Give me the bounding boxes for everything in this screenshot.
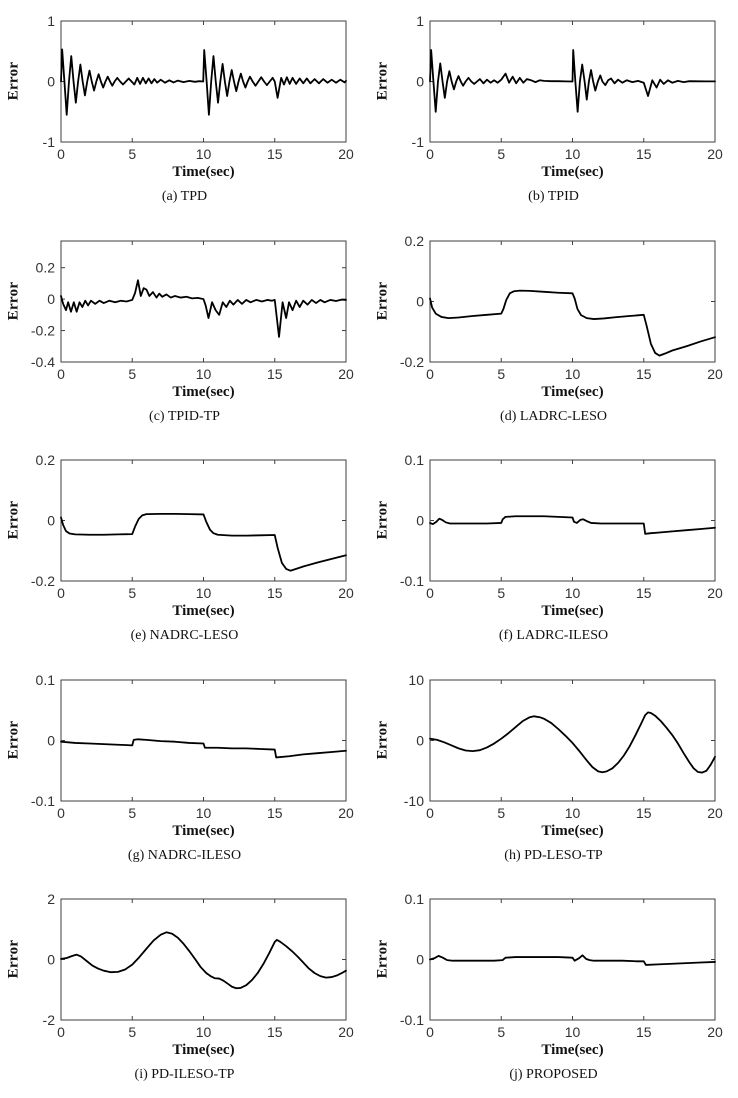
svg-text:0: 0 [57,1024,65,1041]
subplot-a-tpd [0,0,369,220]
svg-text:-1: -1 [411,134,424,150]
x-axis-label: Time(sec) [172,164,235,180]
svg-text:10: 10 [564,365,581,382]
subplot-j-proposed [369,878,738,1098]
svg-text:10: 10 [564,585,581,602]
svg-text:0: 0 [57,585,65,602]
svg-text:15: 15 [266,804,283,821]
svg-text:0: 0 [426,365,434,382]
subplot-caption: (e) NADRC-LESO [130,628,239,644]
svg-text:10: 10 [195,146,212,162]
svg-text:0: 0 [416,512,424,529]
svg-text:0: 0 [426,804,434,821]
svg-text:5: 5 [128,804,137,821]
plot-canvas-ladrc-leso [369,220,738,440]
subplot-e-nadrc-leso [0,439,369,659]
svg-text:0.1: 0.1 [404,452,424,469]
subplot-c-tpid-tp [0,220,369,440]
plot-canvas-pd-ileso-tp [0,878,369,1098]
svg-text:5: 5 [128,1024,137,1041]
svg-text:5: 5 [497,1024,506,1041]
svg-text:10: 10 [195,585,212,602]
svg-text:10: 10 [408,671,424,688]
svg-text:0: 0 [416,951,424,968]
svg-text:15: 15 [635,1024,652,1041]
y-axis-label: Error [5,500,22,540]
svg-text:15: 15 [266,585,283,602]
y-axis-label: Error [374,720,391,760]
y-axis-label: Error [5,720,22,760]
subplot-caption: (i) PD-ILESO-TP [134,1067,235,1083]
svg-text:10: 10 [564,146,581,162]
plot-canvas-ladrc-ileso [369,439,738,659]
svg-text:20: 20 [338,804,354,821]
x-axis-label: Time(sec) [541,164,604,180]
svg-text:0.2: 0.2 [35,452,55,469]
plot-canvas-proposed [369,878,738,1098]
subplot-g-nadrc-ileso [0,659,369,879]
plot-canvas-pd-leso-tp [369,659,738,879]
svg-text:20: 20 [338,585,354,602]
svg-text:-10: -10 [403,792,424,809]
subplot-f-ladrc-ileso [369,439,738,659]
plot-canvas-nadrc-ileso [0,659,369,879]
svg-text:20: 20 [707,365,723,382]
svg-text:0.1: 0.1 [35,671,55,688]
svg-text:20: 20 [338,1024,354,1041]
svg-text:0.1: 0.1 [404,891,424,908]
x-axis-label: Time(sec) [541,822,604,839]
subplot-caption: (b) TPID [528,189,579,204]
subplot-caption: (h) PD-LESO-TP [504,847,603,863]
svg-text:0: 0 [426,585,434,602]
svg-text:0: 0 [57,146,65,162]
svg-text:2: 2 [47,891,55,908]
svg-text:0: 0 [426,146,434,162]
y-axis-label: Error [5,281,22,320]
plot-canvas-tpd [0,0,369,220]
svg-text:-0.4: -0.4 [30,353,55,370]
svg-text:15: 15 [635,365,652,382]
svg-text:-0.2: -0.2 [30,322,55,339]
svg-text:15: 15 [266,365,283,382]
svg-text:15: 15 [635,585,652,602]
y-axis-label: Error [374,281,391,320]
svg-text:-0.2: -0.2 [30,573,55,590]
y-axis-label: Error [374,940,391,979]
x-axis-label: Time(sec) [541,603,604,620]
svg-text:-0.1: -0.1 [399,573,424,590]
svg-text:15: 15 [266,1024,283,1041]
svg-text:-0.1: -0.1 [399,1012,424,1029]
plot-canvas-nadrc-leso [0,439,369,659]
svg-text:0: 0 [47,512,55,529]
svg-text:5: 5 [128,365,137,382]
svg-text:0: 0 [416,732,424,749]
subplot-i-pd-ileso-tp [0,878,369,1098]
svg-text:-2: -2 [42,1012,55,1029]
svg-text:0: 0 [47,290,55,307]
svg-text:10: 10 [195,804,212,821]
y-axis-label: Error [5,940,22,979]
x-axis-label: Time(sec) [172,603,235,620]
subplot-caption: (j) PROPOSED [509,1067,598,1083]
y-axis-label: Error [5,61,22,101]
svg-text:10: 10 [564,1024,581,1041]
subplot-d-ladrc-leso [369,220,738,440]
svg-text:1: 1 [47,13,55,29]
svg-text:10: 10 [195,1024,212,1041]
svg-text:5: 5 [128,146,137,162]
svg-text:0: 0 [47,73,55,90]
svg-text:5: 5 [497,146,506,162]
x-axis-label: Time(sec) [172,383,235,400]
svg-text:0: 0 [426,1024,434,1041]
svg-text:10: 10 [195,365,212,382]
svg-text:20: 20 [707,146,723,162]
plot-canvas-tpid [369,0,738,220]
subplot-caption: (a) TPD [161,189,208,204]
svg-text:5: 5 [497,585,506,602]
svg-text:-0.1: -0.1 [30,792,55,809]
svg-text:0: 0 [57,804,65,821]
svg-text:5: 5 [497,365,506,382]
svg-text:10: 10 [564,804,581,821]
svg-text:15: 15 [266,146,283,162]
plot-canvas-tpid-tp [0,220,369,440]
svg-text:20: 20 [707,1024,723,1041]
svg-text:15: 15 [635,804,652,821]
svg-text:0: 0 [416,293,424,310]
svg-text:-0.2: -0.2 [399,353,424,370]
svg-text:-1: -1 [42,134,55,150]
svg-text:0: 0 [47,732,55,749]
svg-text:20: 20 [338,146,354,162]
x-axis-label: Time(sec) [172,822,235,839]
subplot-b-tpid [369,0,738,220]
x-axis-label: Time(sec) [541,1042,604,1059]
subplot-caption: (d) LADRC-LESO [500,408,607,424]
svg-text:20: 20 [338,365,354,382]
subplot-h-pd-leso-tp [369,659,738,879]
svg-text:0: 0 [416,73,424,90]
y-axis-label: Error [374,61,391,101]
svg-text:1: 1 [416,13,424,29]
svg-text:5: 5 [128,585,137,602]
svg-text:0.2: 0.2 [404,232,424,249]
svg-text:0.2: 0.2 [35,259,55,276]
svg-text:20: 20 [707,804,723,821]
svg-text:20: 20 [707,585,723,602]
subplot-caption: (f) LADRC-ILESO [498,628,609,644]
svg-text:5: 5 [497,804,506,821]
y-axis-label: Error [374,500,391,540]
svg-text:0: 0 [47,951,55,968]
subplot-caption: (c) TPID-TP [149,408,220,424]
subplot-caption: (g) NADRC-ILESO [127,847,242,863]
x-axis-label: Time(sec) [541,383,604,400]
svg-text:0: 0 [57,365,65,382]
svg-text:15: 15 [635,146,652,162]
x-axis-label: Time(sec) [172,1042,235,1059]
